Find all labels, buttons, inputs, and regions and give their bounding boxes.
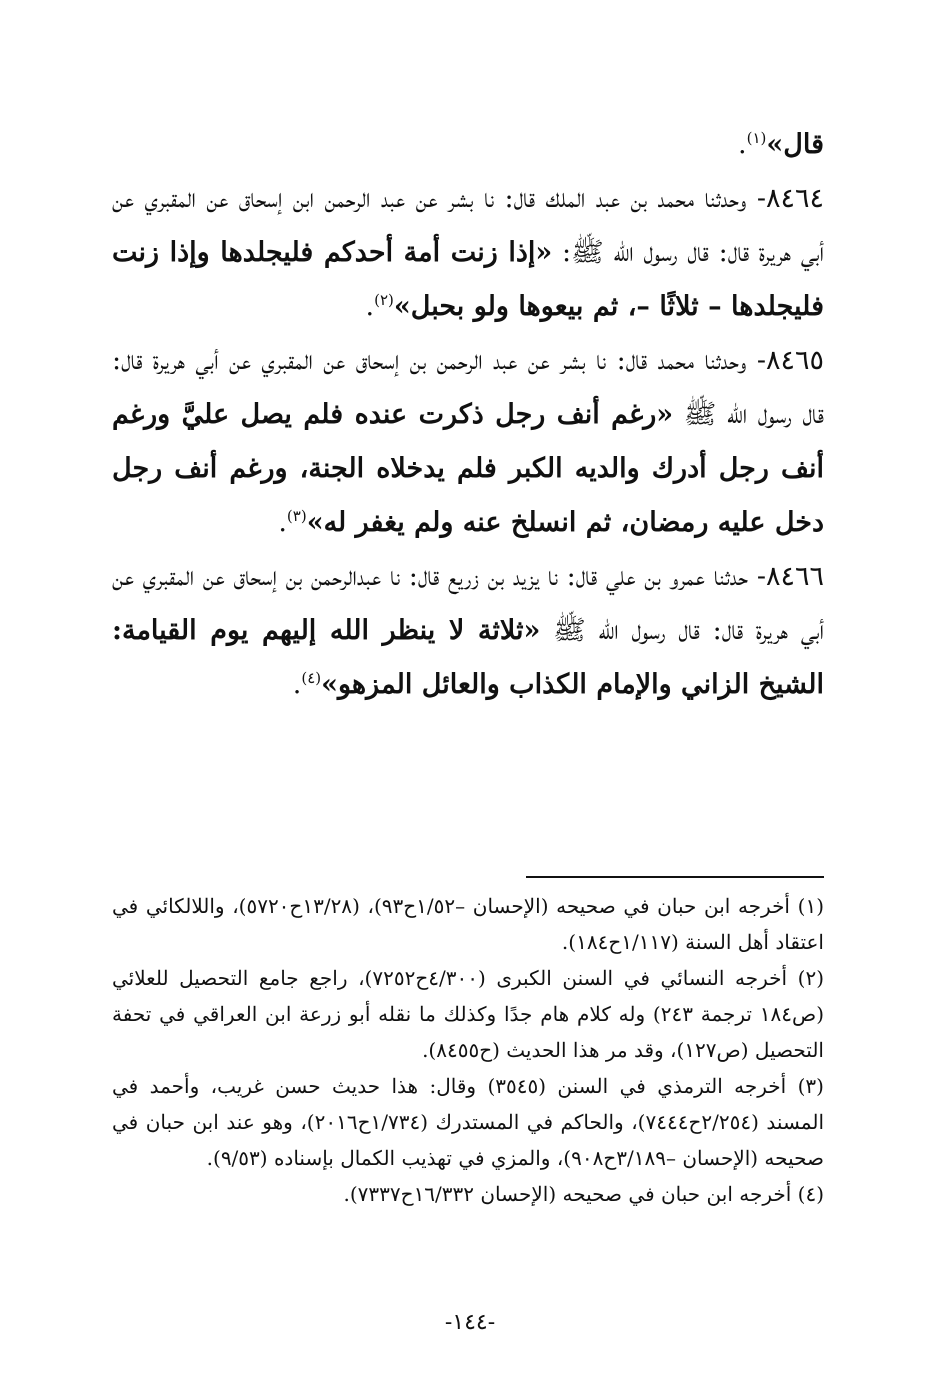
footnote-ref: (٣) (286, 507, 307, 525)
page-number: -١٤٤- (444, 1310, 496, 1335)
hadith-continuation (112, 118, 824, 172)
hadith-8464 (112, 172, 824, 334)
end-mark: . (365, 291, 375, 322)
hadith-number: ٨٤٦٥ (765, 345, 824, 376)
end-mark: . (737, 129, 747, 160)
footnote-2: (٢) أخرجه النسائي في السنن الكبرى (٤/٣٠٠ح٧٢٥٢)، راجع جامع التحصيل للعلائي (ص١٨٤ ترجمة ٢٤٣) وله كلام هام جدًا وكذلك ما نقله أبو زرعة ابن العراقي في تحفة التحصيل (ص١٢٧)، وقد مر هذا الحديث (ح٨٤٥٥). (112, 966, 824, 1062)
isnad-text: - وحدثنا محمد بن عبد الملك قال: نا بشر عن عبد الرحمن ابن إسحاق عن المقبري عن أبي هريرة قال: قال رسول الله ﷺ: (112, 183, 825, 268)
footnote-3: (٣) أخرجه الترمذي في السنن (٣٥٤٥) وقال: هذا حديث حسن غريب، وأحمد في المسند (٢/٢٥٤ح٧٤٤٤)، والحاكم في المستدرك (١/٧٣٤ح٢٠١٦)، وهو عند ابن حبان في صحيحه (الإحسان –٣/١٨٩ح٩٠٨)، والمزي في تهذيب الكمال بإسناده (٩/٥٣). (112, 1074, 825, 1170)
matn-text: قال» (766, 129, 824, 160)
isnad-text: - وحدثنا محمد قال: نا بشر عن عبد الرحمن بن إسحاق عن المقبري عن أبي هريرة قال: قال رسول الله ﷺ (112, 345, 824, 430)
end-mark: . (278, 507, 287, 538)
footnote-ref: (٢) (374, 291, 394, 309)
hadith-8465 (112, 334, 824, 550)
footnotes (112, 888, 824, 1212)
footnote-1: (١) أخرجه ابن حبان في صحيحه (الإحسان –١/٥٢ح٩٣)، (١٣/٢٨ح٥٧٢٠)، واللالكائي في اعتقاد أهل السنة (١/١١٧ح١٨٤). (112, 894, 824, 954)
end-mark: . (292, 669, 302, 700)
matn-text: «إذا زنت أمة أحدكم فليجلدها وإذا زنت فليجلدها – ثلاثًا –، ثم بيعوها ولو بحبل» (112, 237, 824, 322)
main-text (112, 118, 824, 712)
matn-text: «رغم أنف رجل ذكرت عنده فلم يصل عليَّ ورغم أنف رجل أدرك والديه الكبر فلم يدخلاه الجنة، ورغم أنف رجل دخل عليه رمضان، ثم انسلخ عنه ولم يغفر له» (112, 399, 824, 538)
isnad-text: - حدثنا عمرو بن علي قال: نا يزيد بن زريع قال: نا عبدالرحمن بن إسحاق عن المقبري عن أبي هريرة قال: قال رسول الله ﷺ (112, 561, 825, 646)
hadith-number: ٨٤٦٦ (765, 561, 824, 592)
matn-text: «ثلاثة لا ينظر الله إليهم يوم القيامة: الشيخ الزاني والإمام الكذاب والعائل المزهو» (112, 615, 824, 700)
footnote-ref: (١) (746, 129, 767, 147)
footnote-ref: (٤) (301, 669, 322, 687)
hadith-8466 (112, 550, 824, 712)
footnote-4: (٤) أخرجه ابن حبان في صحيحه (الإحسان ١٦/٣٣٢ح٧٣٣٧). (343, 1182, 824, 1206)
hadith-number: ٨٤٦٤ (765, 183, 824, 214)
footnote-separator (526, 876, 824, 878)
